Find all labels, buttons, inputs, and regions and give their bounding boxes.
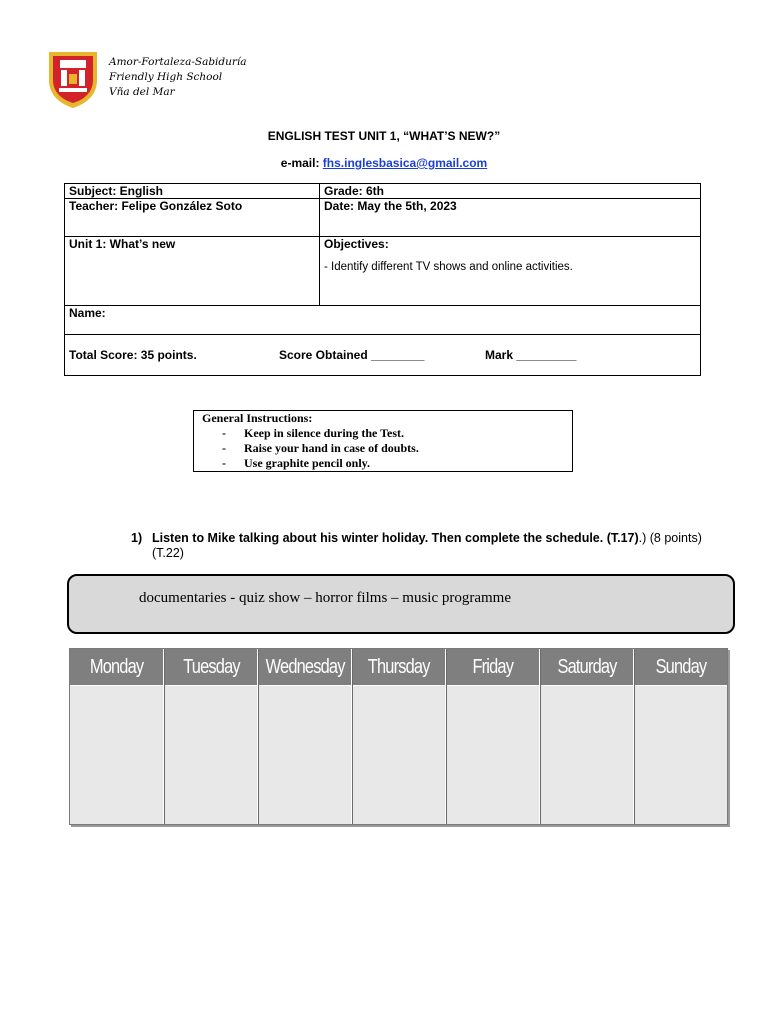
column-divider	[258, 649, 259, 824]
instruction-item: - Raise your hand in case of doubts.	[224, 441, 572, 456]
instruction-item: - Use graphite pencil only.	[224, 456, 572, 471]
email-line	[0, 156, 768, 170]
day-header-tuesday: Tuesday	[165, 649, 257, 685]
mark-field: Mark _________	[485, 348, 577, 362]
info-table	[64, 183, 701, 376]
schedule-cell-sunday[interactable]	[635, 686, 727, 824]
date-cell: Date: May the 5th, 2023	[320, 199, 701, 237]
day-header-sunday: Sunday	[635, 649, 727, 685]
question-text	[152, 531, 732, 561]
question-instruction: Listen to Mike talking about his winter holiday. Then complete the schedule. (T.17)	[152, 531, 639, 545]
day-header-monday: Monday	[70, 649, 163, 685]
day-header-wednesday: Wednesday	[259, 649, 351, 685]
general-instructions-box	[193, 410, 573, 472]
schedule-cell-tuesday[interactable]	[165, 686, 257, 824]
school-header	[109, 55, 247, 100]
schedule-cell-friday[interactable]	[447, 686, 539, 824]
column-divider	[634, 649, 635, 824]
objective-item: - Identify different TV shows and online activities.	[324, 261, 573, 273]
word-bank-box	[67, 574, 735, 634]
school-name: Friendly High School	[109, 71, 223, 83]
name-field[interactable]	[65, 306, 701, 335]
word-bank-text: documentaries - quiz show – horror films – music programme	[139, 590, 511, 606]
test-title: ENGLISH TEST UNIT 1, “WHAT’S NEW?”	[267, 129, 501, 143]
schedule-cell-wednesday[interactable]	[259, 686, 351, 824]
instructions-list	[202, 426, 572, 471]
email-link[interactable]: fhs.inglesbasica@gmail.com	[322, 156, 488, 170]
objectives-cell	[320, 237, 701, 306]
column-divider	[540, 649, 541, 824]
school-city: Vña del Mar	[109, 86, 175, 98]
day-header-saturday: Saturday	[541, 649, 633, 685]
teacher-cell: Teacher: Felipe González Soto	[65, 199, 320, 237]
day-header-friday: Friday	[447, 649, 539, 685]
name-label: Name:	[69, 306, 106, 320]
objectives-label: Objectives:	[324, 237, 389, 251]
score-obtained: Score Obtained ________	[279, 348, 425, 362]
schedule-cell-thursday[interactable]	[353, 686, 445, 824]
subject-cell: Subject: English	[65, 184, 320, 199]
column-divider	[164, 649, 165, 824]
school-motto: Amor-Fortaleza-Sabiduría	[109, 56, 247, 68]
unit-cell: Unit 1: What’s new	[65, 237, 320, 306]
grade-cell: Grade: 6th	[320, 184, 701, 199]
schedule-cell-monday[interactable]	[70, 686, 163, 824]
column-divider	[446, 649, 447, 824]
total-score: Total Score: 35 points.	[69, 348, 197, 362]
day-header-thursday: Thursday	[353, 649, 445, 685]
email-label: e-mail:	[280, 156, 323, 170]
question-number: 1)	[131, 531, 143, 545]
score-row	[65, 335, 701, 376]
school-crest-logo	[47, 50, 99, 110]
question-points: .) (8 points) (T.22)	[152, 531, 702, 560]
schedule-cell-saturday[interactable]	[541, 686, 633, 824]
instructions-heading: General Instructions:	[202, 411, 313, 425]
weekly-schedule	[69, 648, 728, 825]
instruction-item: - Keep in silence during the Test.	[224, 426, 572, 441]
column-divider	[352, 649, 353, 824]
